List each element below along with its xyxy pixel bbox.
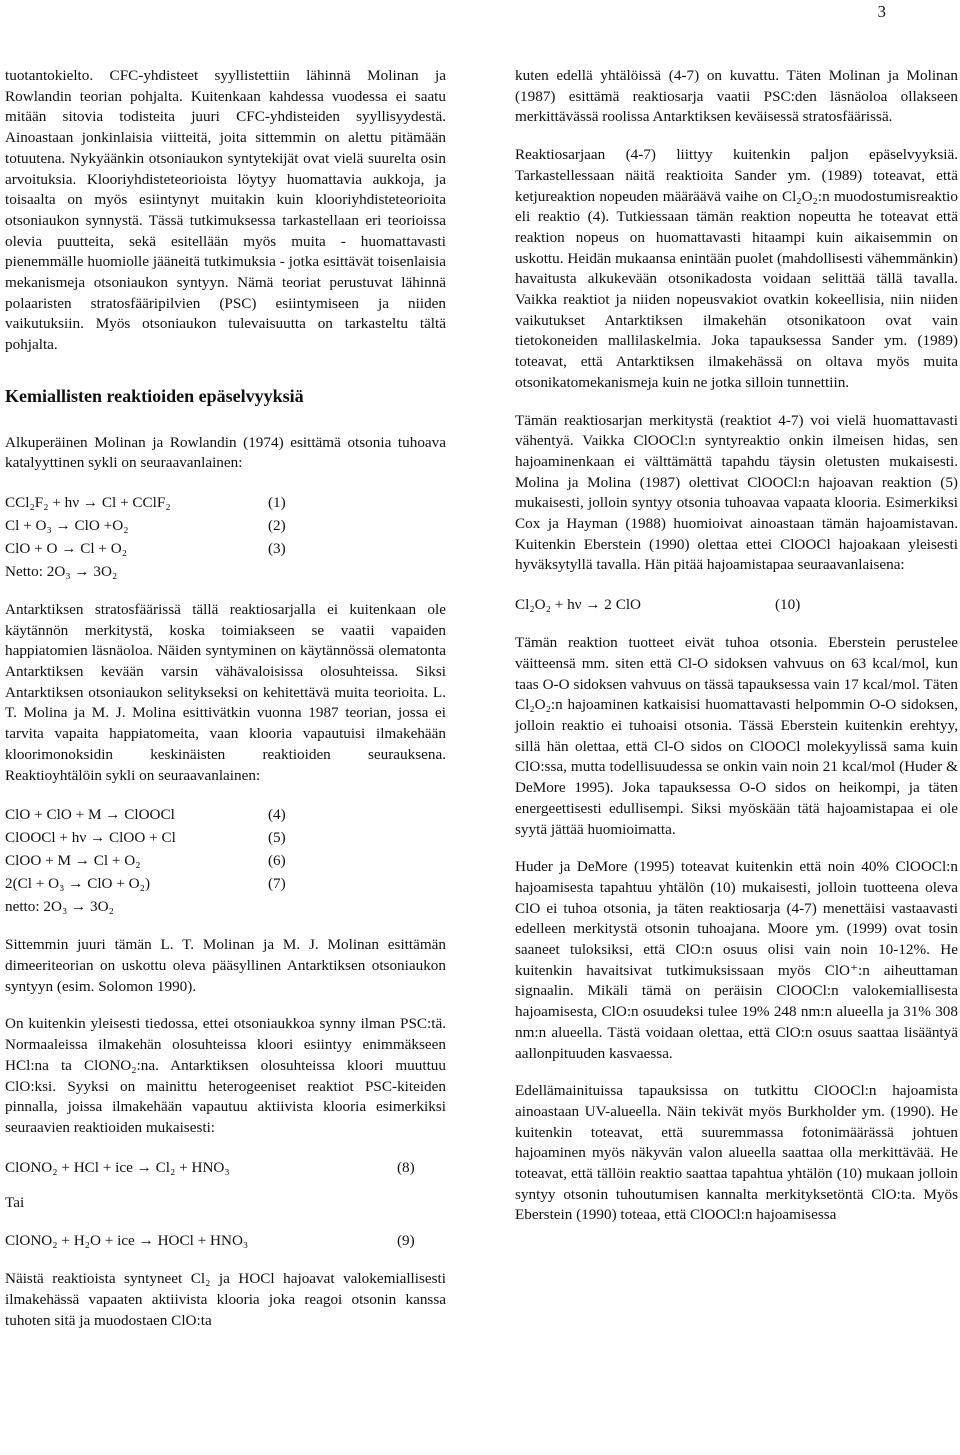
equation-formula: ClOOCl + hν → ClOO + Cl [5,829,176,847]
equation-formula: ClOO + M → Cl + O₂ [5,852,141,870]
equation-number: (9) [397,1232,415,1250]
paragraph: Tämän reaktion tuotteet eivät tuhoa otsonia. Eberstein perustelee väitteensä mm. siten että Cl-O sidoksen vahvuus on 63 kcal/mol, kun taas O-O sidoksen vahvuus on tässä tapauksessa vain 17 kcal/mol. Täten Cl₂O₂:n hajoaminen katkaisisi huomattavasti helpommin O-O sidoksen, jolloin reaktio ei tuhoaisi otsonia. Tässä Eberstein kuitenkin erehtyy, sillä hän olettaa, että Cl-O sidos on ClOOCl molekyylissä sama kuin ClO:ssa, mutta todellisuudessa se onkin vain noin 21 kcal/mol (Huder & DeMore 1995). Joka tapauksessa O-O sidos on heikompi, ja täten energeettisesti edullisempi. Siksi myöskään tätä hajoamistapaa ei ole syytä jättää huomioimatta. [515,634,958,838]
equation-number: (4) [268,806,286,824]
equation-formula: ClONO₂ + HCl + ice → Cl₂ + HNO₃ [5,1158,230,1176]
right-column [515,66,958,1243]
section-heading: Kemiallisten reaktioiden epäselvyyksiä [5,385,304,406]
equation-number: (7) [268,875,286,893]
equation-5 [5,826,446,849]
equation-formula: ClO + O → Cl + O₂ [5,539,127,557]
equation-3 [5,537,446,560]
equation-number: (3) [268,539,286,557]
equation-number: (1) [268,493,286,511]
paragraph: Antarktiksen stratosfäärissä tällä reaktiosarjalla ei kuitenkaan ole käytännön merkitystä, koska toimiakseen se vaatii vapaiden happiatomien läsnäoloa. Näiden syntyminen on käytännössä olematonta Antarktiksen kevään varsin vähävaloisissa olosuhteissa. Siksi Antarktiksen otsoniaukon selitykseksi on kehitettävä muita teorioita. L. T. Molina ja M. J. Molina esittivätkin vuonna 1987 teorian, jossa ei tarvita vapaita happiatomeita, vaan klooria vapautuisi ilmakehään kloorimonoksidin keskinäisten reaktioiden seurauksena. Reaktioyhtälöin sykli on seuraavanlainen: [5,600,446,784]
equation-formula: Cl₂O₂ + hν → 2 ClO [515,596,642,614]
equation-net-2 [5,895,446,918]
paragraph: Näistä reaktioista syntyneet Cl₂ ja HOCl hajoavat valokemiallisesti ilmakehässä vapaaten aktiivista klooria joka reagoi otsonin kanssa tuhoten sitä ja muodostaen ClO:ta [5,1270,446,1329]
equation-6 [5,849,446,872]
page-number: 3 [877,2,886,21]
paragraph: On kuitenkin yleisesti tiedossa, ettei otsoniaukkoa synny ilman PSC:tä. Normaaleissa ilmakehän olosuhteissa kloori esiintyy enimmäkseen HCl:na ta ClONO₂:na. Antarktiksen olosuhteissa kloori muuttuu ClO:ksi. Syyksi on mainittu heterogeeniset reaktiot PSC-kiteiden pinnalla, joissa ilmakehään vapautuu aktiivista klooria esimerkiksi seuraavien reaktioiden mukaisesti: [5,1015,446,1136]
equation-number: (10) [775,596,801,614]
equation-formula: ClONO₂ + H₂O + ice → HOCl + HNO₃ [5,1232,249,1250]
paragraph: kuten edellä yhtälöissä (4-7) on kuvattu. Täten Molinan ja Molinan (1987) esittämä reaktiosarja vaatii PSC:den läsnäoloa ollakseen merkittävässä roolissa Antarktiksen keväisessä stratosfäärissä. [515,67,958,126]
equation-formula: Cl + O₃ → ClO +O₂ [5,516,129,534]
paragraph: Reaktiosarjaan (4-7) liittyy kuitenkin paljon epäselvyyksiä. Tarkastellessaan näitä reaktioita Sander ym. (1989) toteavat, että ketjureaktion nopeuden määräävä vaihe on Cl₂O₂:n muodostumisreaktio eli reaktio (4). Tutkiessaan tämän reaktion nopeutta he toteavat että reaktion nopeus on huomattavasti hitaampi kuin aikaisemmin on uskottu. Heidän mukaansa enintään puolet (mahdollisesti vähemmänkin) havaitusta alkukevään otsonikadosta voidaan selittää tällä tavalla. Vaikka reaktiot ja niiden nopeusvakiot ovatkin kokeellisia, niin niiden vaikutukset Antarktiksen ilmakehän otsonikatoon ovat vain tietokoneiden mallilaskelmia. Joka tapauksessa Sander ym. (1989) toteavat, että Antarktiksen ilmakehässä on oltava myös muita otsonikatomekanismeja kuin ne jotka silloin tunnettiin. [515,146,958,391]
paragraph: Tämän reaktiosarjan merkitystä (reaktiot 4-7) voi vielä huomattavasti vähentyä. Vaikka ClOOCl:n syntyreaktio onkin ilmeisen hidas, sen hajoaminenkaan ei välttämättä tapahdu täysin oletusten mukaisesti. Molina ja Molina (1987) olettivat ClOOCl:n hajoavan reaktion (5) mukaisesti, jolloin syntyy otsonia tuhoavaa vapaata klooria. Esimerkiksi Cox ja Hayman (1988) huomioivat ainoastaan tämän hajoamistavan. Kuitenkin Eberstein (1990) olettaa ettei ClOOCl hajoakaan yleisesti hyväksytyllä tavalla. Hän pitää hajoamistapaa seuraavanlaisena: [515,411,958,574]
equation-7 [5,872,446,895]
equation-formula: CCl₂F₂ + hν → Cl + CClF₂ [5,493,171,511]
equation-number: (6) [268,852,286,870]
paragraph: tuotantokielto. CFC-yhdisteet syyllistettiin lähinnä Molinan ja Rowlandin teorian pohjalta. Kuitenkaan kahdessa vuodessa ei saatu mitään sitovia todisteita juuri CFC-yhdisteiden syyllisyydestä. Ainoastaan jonkinlaisia viitteitä, joita sittemmin on alettu pitämään totuutena. Nykyäänkin otsoniaukon syntytekijät ovat vielä suurelta osin arvoituksia. Klooriyhdisteteorioista löytyy huomattavia aukkoja, ja toisaalta on myös esiintynyt muitakin kuin klooriyhdisteteorioita otsoniaukon synnystä. Tässä tutkimuksessa tarkastellaan eri teorioissa olevia puutteita, sekä esitellään myös muita - huomattavasti pienemmälle huomiolle jääneitä tutkimuksia - jotka esittävät toisenlaisia mekanismeja otsoniaukon syntyyn. Nämä teoriat perustuvat lähinnä polaaristen stratosfääripilvien (PSC) esiintymiseen ja niiden vaikutuksiin. Myös otsoniaukon tulevaisuutta on tarkasteltu tältä pohjalta. [5,67,446,354]
equation-2 [5,514,446,537]
equation-formula: ClO + ClO + M → ClOOCl [5,806,175,824]
equation-4 [5,803,446,826]
paragraph: Edellämainituissa tapauksissa on tutkittu ClOOCl:n hajoamista ainoastaan UV-alueella. Näin tekivät myös Burkholder ym. (1990). He kuitenkin toteavat, että suuremmassa fotonimäärässä johtuen hajoaminen myös näkyvän valon alueella saattaa olla merkittävää. He toteavat, että tällöin reaktio saattaa tapahtua yhtälön (10) mukaan jolloin syntyy otsonin tuhoutumisen kannalta merkityksetöntä ClO:ta. Myös Eberstein (1990) toteaa, että ClOOCl:n hajoamisessa [515,1082,958,1224]
equation-formula: 2(Cl + O₃ → ClO + O₂) [5,875,151,893]
equation-number: (5) [268,829,286,847]
paragraph: Sittemmin juuri tämän L. T. Molinan ja M. J. Molinan esittämän dimeeriteorian on uskottu oleva pääsyllinen Antarktiksen otsoniaukon syntyyn (esim. Solomon 1990). [5,936,446,995]
equation-formula: netto: 2O₃ → 3O₂ [5,898,114,916]
tai-text: Tai [5,1193,25,1211]
equation-number: (2) [268,516,286,534]
equation-number: (8) [397,1158,415,1176]
equation-block-1 [5,491,446,583]
paragraph: Huder ja DeMore (1995) toteavat kuitenkin että noin 40% ClOOCl:n hajoamisesta tapahtuu yhtälön (10) mukaisesti, jolloin tuotteena oleva ClO ei tuhoa otsonia, ja täten reaktiosarja (4-7) menettäisi vastaavasti edelleen merkitystä otsonin tuhoajana. Moore ym. (1999) ovat tosin saaneet tuloksiksi, että ClO:n osuus olisi vain noin 10-12%. He kuitenkin havaitsivat tutkimuksissaan myös ClO⁺:n aiheuttaman signaalin. Mikäli tämä on peräisin ClOOCl:n valokemiallisesta hajoamisesta, ClO:n osuudeksi tulee 19% 248 nm:n alueella ja 31% 308 nm:n alueella. Tästä voidaan olettaa, että ClO:n osuus saattaa lisääntyä aallonpituuden kasvaessa. [515,858,958,1062]
equation-block-2 [5,803,446,918]
equation-formula: Netto: 2O₃ → 3O₂ [5,562,118,580]
equation-8 [5,1156,446,1179]
equation-1 [5,491,446,514]
equation-10 [515,593,958,616]
paragraph: Alkuperäinen Molinan ja Rowlandin (1974) esittämä otsonia tuhoava katalyyttinen sykli on seuraavanlainen: [5,433,446,472]
left-column [5,66,446,1348]
equation-net-1 [5,560,446,583]
equation-9 [5,1229,446,1252]
